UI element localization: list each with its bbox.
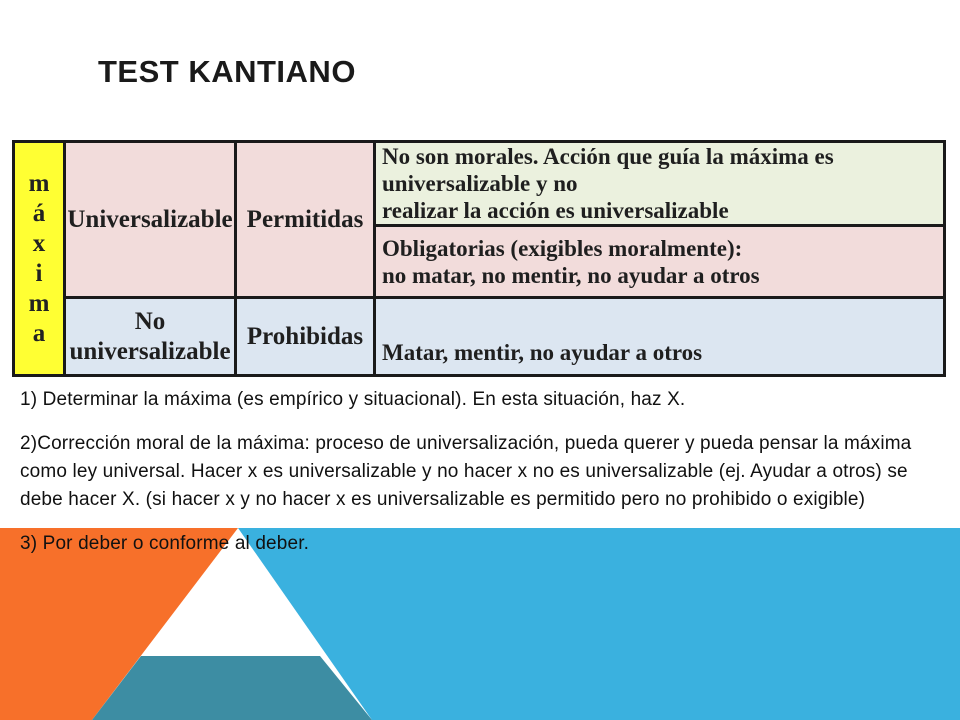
paragraph-1: 1) Determinar la máxima (es empírico y situacional). En esta situación, haz X. [20,389,686,410]
maxima-letter: i [35,259,43,287]
paragraph-2: 2)Corrección moral de la máxima: proceso de universalización, pueda querer y pueda pensar la máxima como ley universal. Hacer x es universalizable y no hacer x no es universalizable (ej. Ayudar a otros) se debe hacer X. (si hacer x y no hacer x es universalizable es permitido pero no prohibido o exigible) [20,433,912,510]
kant-table [12,140,946,377]
dark-blue-shape [92,656,372,720]
desc-line: Obligatorias (exigibles moralmente): [382,235,743,261]
category-line: No [134,307,166,335]
maxima-vertical-label [15,169,63,349]
prohibidas-cell: Prohibidas [236,298,375,376]
paragraph-3: 3) Por deber o conforme al deber. [20,533,310,554]
kant-table-container [12,140,946,364]
maxima-letter: m [28,289,50,317]
maxima-cell [14,142,65,376]
obligatorias-cell [375,226,945,298]
maxima-letter: m [28,169,50,197]
desc-line: realizar la acción es universalizable [382,198,729,223]
permitidas-cell: Permitidas [236,142,375,298]
maxima-letter: x [32,229,46,257]
no-universalizable-cell [65,298,236,376]
desc-line: no matar, no mentir, no ayudar a otros [382,262,760,288]
maxima-letter: á [32,199,46,227]
universalizable-cell: Universalizable [65,142,236,298]
no-morales-cell [375,142,945,226]
category-line: universalizable [69,337,231,365]
desc-line: No son morales. Acción que guía la máxima es universalizable y no [382,144,834,196]
prohibidas-desc-cell: Matar, mentir, no ayudar a otros [375,298,945,376]
maxima-letter: a [32,319,46,347]
slide-title: TEST KANTIANO [98,54,356,89]
body-text [20,386,920,574]
